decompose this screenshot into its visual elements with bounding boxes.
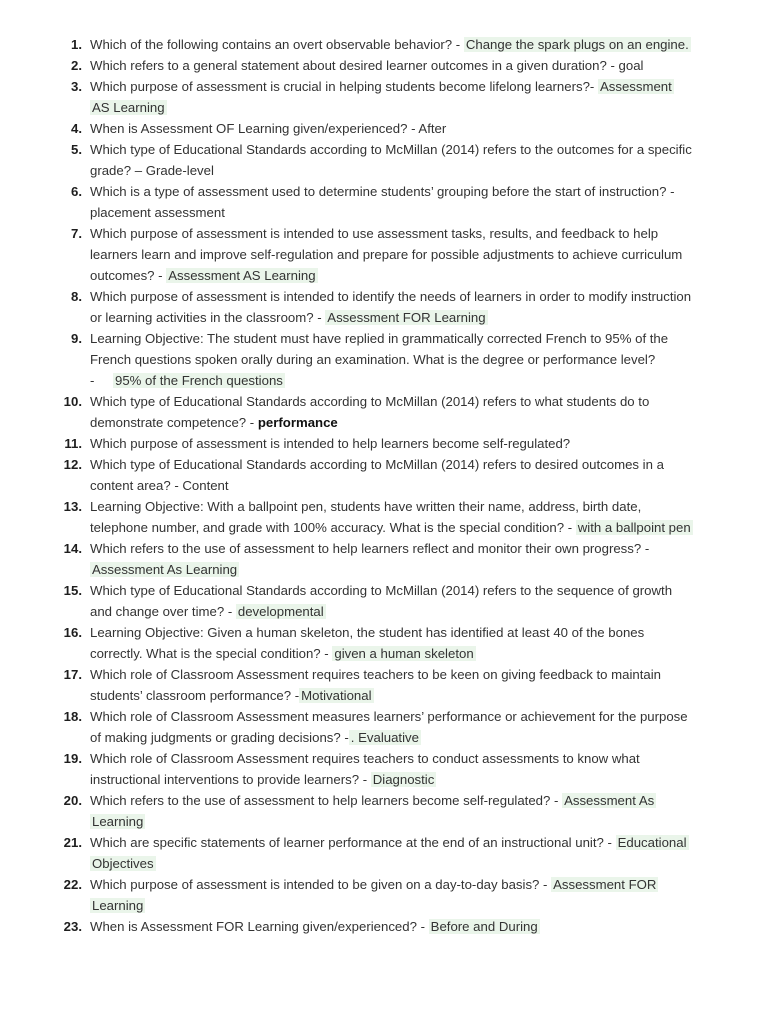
question-item bbox=[0, 706, 768, 748]
question-line bbox=[90, 895, 724, 916]
question-number: 17. bbox=[63, 667, 82, 682]
question-list bbox=[0, 34, 768, 937]
question-line bbox=[90, 286, 724, 307]
question-line bbox=[90, 559, 724, 580]
question-number: 6. bbox=[71, 184, 82, 199]
question-line bbox=[90, 727, 724, 748]
question-number: 11. bbox=[64, 436, 82, 451]
question-text bbox=[90, 580, 724, 622]
question-line bbox=[90, 580, 724, 601]
question-number: 19. bbox=[63, 751, 82, 766]
question-item bbox=[0, 538, 768, 580]
question-item bbox=[0, 139, 768, 181]
question-line bbox=[90, 55, 724, 76]
answer-highlight: Learning bbox=[92, 814, 144, 829]
answer-highlight: Motivational bbox=[301, 688, 372, 703]
question-item bbox=[0, 748, 768, 790]
question-text bbox=[90, 286, 724, 328]
question-segment: correctly. What is the special condition? - bbox=[90, 646, 333, 661]
question-number: 21. bbox=[63, 835, 82, 850]
question-item bbox=[0, 580, 768, 622]
answer-highlight: with a ballpoint pen bbox=[577, 520, 691, 535]
answer-highlight: Assessment FOR bbox=[553, 877, 657, 892]
question-item bbox=[0, 55, 768, 76]
dash-bullet: - bbox=[90, 373, 95, 388]
question-text bbox=[90, 874, 724, 916]
answer-highlight: Assessment As bbox=[564, 793, 655, 808]
question-number: 18. bbox=[63, 709, 82, 724]
question-line bbox=[90, 853, 724, 874]
question-item bbox=[0, 790, 768, 832]
question-segment: Which role of Classroom Assessment requires teachers to be keen on giving feedback to maintain bbox=[90, 667, 662, 682]
question-segment: Which of the following contains an overt observable behavior? - bbox=[90, 37, 464, 52]
question-text bbox=[90, 391, 724, 433]
question-line bbox=[90, 118, 724, 139]
question-line bbox=[90, 874, 724, 895]
question-text bbox=[90, 748, 724, 790]
question-segment: When is Assessment FOR Learning given/experienced? - bbox=[90, 919, 429, 934]
question-line bbox=[90, 307, 724, 328]
question-segment: French questions spoken orally during an examination. What is the degree or performance level? bbox=[90, 352, 656, 367]
question-segment: Learning Objective: The student must have replied in grammatically corrected French to 95% of the bbox=[90, 331, 669, 346]
question-text bbox=[90, 454, 724, 496]
question-number: 8. bbox=[71, 289, 82, 304]
question-number: 23. bbox=[63, 919, 82, 934]
question-segment: Which refers to the use of assessment to help learners become self-regulated? - bbox=[90, 793, 563, 808]
question-item bbox=[0, 286, 768, 328]
question-line bbox=[90, 160, 724, 181]
question-segment: students’ classroom performance? - bbox=[90, 688, 300, 703]
question-line bbox=[90, 643, 724, 664]
question-text bbox=[90, 790, 724, 832]
question-number: 20. bbox=[63, 793, 82, 808]
question-item bbox=[0, 118, 768, 139]
question-text bbox=[90, 76, 724, 118]
question-segment: Which role of Classroom Assessment requires teachers to conduct assessments to know what bbox=[90, 751, 640, 766]
question-text bbox=[90, 706, 724, 748]
question-segment: telephone number, and grade with 100% accuracy. What is the special condition? - bbox=[90, 520, 576, 535]
question-item bbox=[0, 34, 768, 55]
question-segment: learners learn and improve self-regulation and prepare for possible adjustments to achieve curriculum bbox=[90, 247, 683, 262]
question-line bbox=[90, 328, 724, 349]
question-item bbox=[0, 832, 768, 874]
question-number: 9. bbox=[71, 331, 82, 346]
question-line bbox=[90, 832, 724, 853]
question-segment: Learning Objective: Given a human skeleton, the student has identified at least 40 of the bones bbox=[90, 625, 645, 640]
question-number: 12. bbox=[63, 457, 82, 472]
question-segment: Which refers to a general statement about desired learner outcomes in a given duration? - goal bbox=[90, 58, 644, 73]
question-text bbox=[90, 538, 724, 580]
question-text bbox=[90, 181, 724, 223]
question-line bbox=[90, 601, 724, 622]
answer-subline bbox=[90, 370, 724, 391]
question-number: 4. bbox=[71, 121, 82, 136]
question-line bbox=[90, 181, 724, 202]
question-segment: When is Assessment OF Learning given/experienced? - After bbox=[90, 121, 447, 136]
question-line bbox=[90, 748, 724, 769]
question-line bbox=[90, 97, 724, 118]
question-segment: Which purpose of assessment is intended to identify the needs of learners in order to modify instruction bbox=[90, 289, 692, 304]
question-text bbox=[90, 832, 724, 874]
question-line bbox=[90, 349, 724, 370]
answer-highlight: Diagnostic bbox=[372, 772, 435, 787]
question-line bbox=[90, 685, 724, 706]
question-line bbox=[90, 391, 724, 412]
question-number: 5. bbox=[71, 142, 82, 157]
question-line bbox=[90, 34, 724, 55]
question-segment: Which purpose of assessment is intended to use assessment tasks, results, and feedback to help bbox=[90, 226, 659, 241]
answer-bold: performance bbox=[257, 415, 338, 430]
question-number: 16. bbox=[63, 625, 82, 640]
question-line bbox=[90, 223, 724, 244]
question-line bbox=[90, 496, 724, 517]
answer-highlight: . Evaluative bbox=[350, 730, 419, 745]
question-line bbox=[90, 538, 724, 559]
question-segment: Which role of Classroom Assessment measures learners’ performance or achievement for the purpose bbox=[90, 709, 688, 724]
question-item bbox=[0, 622, 768, 664]
question-segment: outcomes? - bbox=[90, 268, 167, 283]
question-line bbox=[90, 244, 724, 265]
question-line bbox=[90, 202, 724, 223]
question-text bbox=[90, 223, 724, 286]
answer-highlight: Educational bbox=[617, 835, 687, 850]
question-item bbox=[0, 916, 768, 937]
question-number: 22. bbox=[63, 877, 82, 892]
question-line bbox=[90, 76, 724, 97]
question-text bbox=[90, 118, 724, 139]
answer-highlight: AS Learning bbox=[92, 100, 165, 115]
answer-highlight: Change the spark plugs on an engine. bbox=[465, 37, 689, 52]
question-segment: Which type of Educational Standards according to McMillan (2014) refers to what students do to bbox=[90, 394, 650, 409]
question-item bbox=[0, 454, 768, 496]
question-line bbox=[90, 916, 724, 937]
question-segment: and change over time? - bbox=[90, 604, 236, 619]
question-line bbox=[90, 475, 724, 496]
question-item bbox=[0, 181, 768, 223]
question-item bbox=[0, 328, 768, 391]
answer-highlight: Objectives bbox=[92, 856, 154, 871]
question-segment: content area? - Content bbox=[90, 478, 229, 493]
answer-highlight: Assessment bbox=[599, 79, 672, 94]
question-segment: Which are specific statements of learner performance at the end of an instructional unit? - bbox=[90, 835, 616, 850]
question-number: 7. bbox=[71, 226, 82, 241]
question-line bbox=[90, 706, 724, 727]
question-line bbox=[90, 139, 724, 160]
question-item bbox=[0, 76, 768, 118]
question-segment: grade? – Grade-level bbox=[90, 163, 214, 178]
question-segment: Which refers to the use of assessment to help learners reflect and monitor their own progress? - bbox=[90, 541, 650, 556]
answer-highlight: Assessment FOR Learning bbox=[327, 310, 486, 325]
question-segment: Which purpose of assessment is intended to help learners become self-regulated? bbox=[90, 436, 571, 451]
question-segment: Which purpose of assessment is crucial in helping students become lifelong learners?- bbox=[90, 79, 598, 94]
answer-highlight: given a human skeleton bbox=[334, 646, 474, 661]
answer-highlight: 95% of the French questions bbox=[115, 373, 283, 388]
question-segment: Which type of Educational Standards according to McMillan (2014) refers to the outcomes for a specific bbox=[90, 142, 692, 157]
question-line bbox=[90, 790, 724, 811]
answer-highlight: Before and During bbox=[430, 919, 538, 934]
question-item bbox=[0, 391, 768, 433]
question-text bbox=[90, 622, 724, 664]
question-text bbox=[90, 664, 724, 706]
question-segment: Which type of Educational Standards according to McMillan (2014) refers to the sequence of growth bbox=[90, 583, 673, 598]
answer-highlight: developmental bbox=[237, 604, 324, 619]
question-line bbox=[90, 454, 724, 475]
question-line bbox=[90, 769, 724, 790]
question-line bbox=[90, 265, 724, 286]
question-text bbox=[90, 496, 724, 538]
question-number: 2. bbox=[71, 58, 82, 73]
question-text bbox=[90, 916, 724, 937]
question-segment: Learning Objective: With a ballpoint pen, students have written their name, address, birth date, bbox=[90, 499, 642, 514]
question-segment: instructional interventions to provide learners? - bbox=[90, 772, 371, 787]
answer-highlight: Learning bbox=[92, 898, 144, 913]
question-segment: of making judgments or grading decisions? - bbox=[90, 730, 349, 745]
question-text bbox=[90, 139, 724, 181]
question-number: 10. bbox=[63, 394, 82, 409]
question-item bbox=[0, 223, 768, 286]
question-text bbox=[90, 328, 724, 391]
question-line bbox=[90, 433, 724, 454]
question-number: 13. bbox=[63, 499, 82, 514]
question-line bbox=[90, 664, 724, 685]
answer-highlight: Assessment AS Learning bbox=[168, 268, 316, 283]
question-segment: Which is a type of assessment used to determine students’ grouping before the start of instruction? - bbox=[90, 184, 675, 199]
question-item bbox=[0, 664, 768, 706]
question-item bbox=[0, 433, 768, 454]
question-segment: Which purpose of assessment is intended to be given on a day-to-day basis? - bbox=[90, 877, 552, 892]
question-segment: placement assessment bbox=[90, 205, 225, 220]
question-number: 3. bbox=[71, 79, 82, 94]
question-line bbox=[90, 412, 724, 433]
question-segment: demonstrate competence? - bbox=[90, 415, 258, 430]
question-line bbox=[90, 622, 724, 643]
question-number: 14. bbox=[63, 541, 82, 556]
question-text bbox=[90, 55, 724, 76]
answer-highlight: Assessment As Learning bbox=[92, 562, 238, 577]
question-segment: Which type of Educational Standards according to McMillan (2014) refers to desired outcomes in a bbox=[90, 457, 664, 472]
question-item bbox=[0, 874, 768, 916]
question-segment: or learning activities in the classroom? - bbox=[90, 310, 326, 325]
question-line bbox=[90, 517, 724, 538]
question-number: 1. bbox=[71, 37, 82, 52]
question-text bbox=[90, 433, 724, 454]
question-number: 15. bbox=[63, 583, 82, 598]
question-text bbox=[90, 34, 724, 55]
question-item bbox=[0, 496, 768, 538]
question-line bbox=[90, 811, 724, 832]
